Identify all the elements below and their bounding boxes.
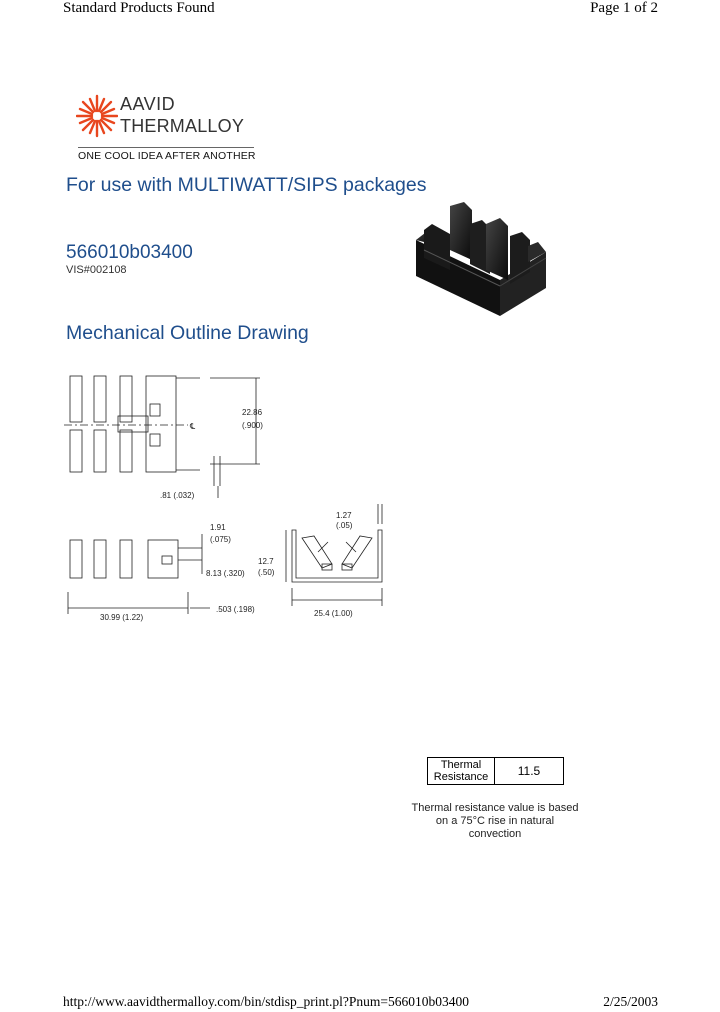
thermal-resistance-label: [428, 758, 495, 785]
mechanical-outline-drawing: [60, 368, 405, 628]
dim-profile-width: 25.4 (1.00): [314, 609, 353, 618]
heatsink-photo: [410, 200, 550, 320]
header-title: Standard Products Found: [63, 0, 215, 16]
vis-number: VIS#002108: [66, 264, 127, 276]
logo-brand-line2: THERMALLOY: [120, 116, 245, 136]
logo-rule: [78, 147, 254, 148]
dim-profile-height-in: (.50): [258, 568, 275, 577]
product-title: For use with MULTIWATT/SIPS packages: [66, 174, 427, 196]
dim-height-in: (.900): [242, 421, 263, 430]
centerline-symbol: ℄: [190, 422, 196, 431]
footer-date: 2/25/2003: [603, 994, 658, 1009]
aavid-logo: [76, 92, 266, 164]
dim-wall: 1.27: [336, 511, 352, 520]
dim-offset: .503 (.198): [216, 605, 255, 614]
dim-profile-height: 12.7: [258, 557, 274, 566]
dim-thickness: .81 (.032): [160, 491, 195, 500]
dim-wall-in: (.05): [336, 521, 353, 530]
dim-tab-height: 8.13 (.320): [206, 569, 245, 578]
part-number: 566010b03400: [66, 242, 193, 263]
dim-tab-gap: 1.91: [210, 523, 226, 532]
thermal-resistance-table: [427, 757, 564, 785]
logo-brand-line1: AAVID: [120, 94, 176, 114]
thermal-label-line2: Resistance: [433, 771, 489, 783]
drawing-section-title: Mechanical Outline Drawing: [66, 322, 309, 344]
dim-tab-gap-in: (.075): [210, 535, 231, 544]
thermal-note: Thermal resistance value is based on a 75°C rise in natural convection: [411, 802, 579, 840]
sunburst-icon: [76, 92, 118, 144]
thermal-label-line1: Thermal: [440, 759, 482, 771]
dim-height: 22.86: [242, 408, 263, 417]
logo-tagline: ONE COOL IDEA AFTER ANOTHER: [78, 150, 256, 162]
page-number: Page 1 of 2: [590, 0, 658, 16]
footer-url[interactable]: http://www.aavidthermalloy.com/bin/stdisp_print.pl?Pnum=566010b03400: [63, 994, 469, 1009]
thermal-resistance-value: 11.5: [495, 758, 564, 785]
dim-width: 30.99 (1.22): [100, 613, 144, 622]
